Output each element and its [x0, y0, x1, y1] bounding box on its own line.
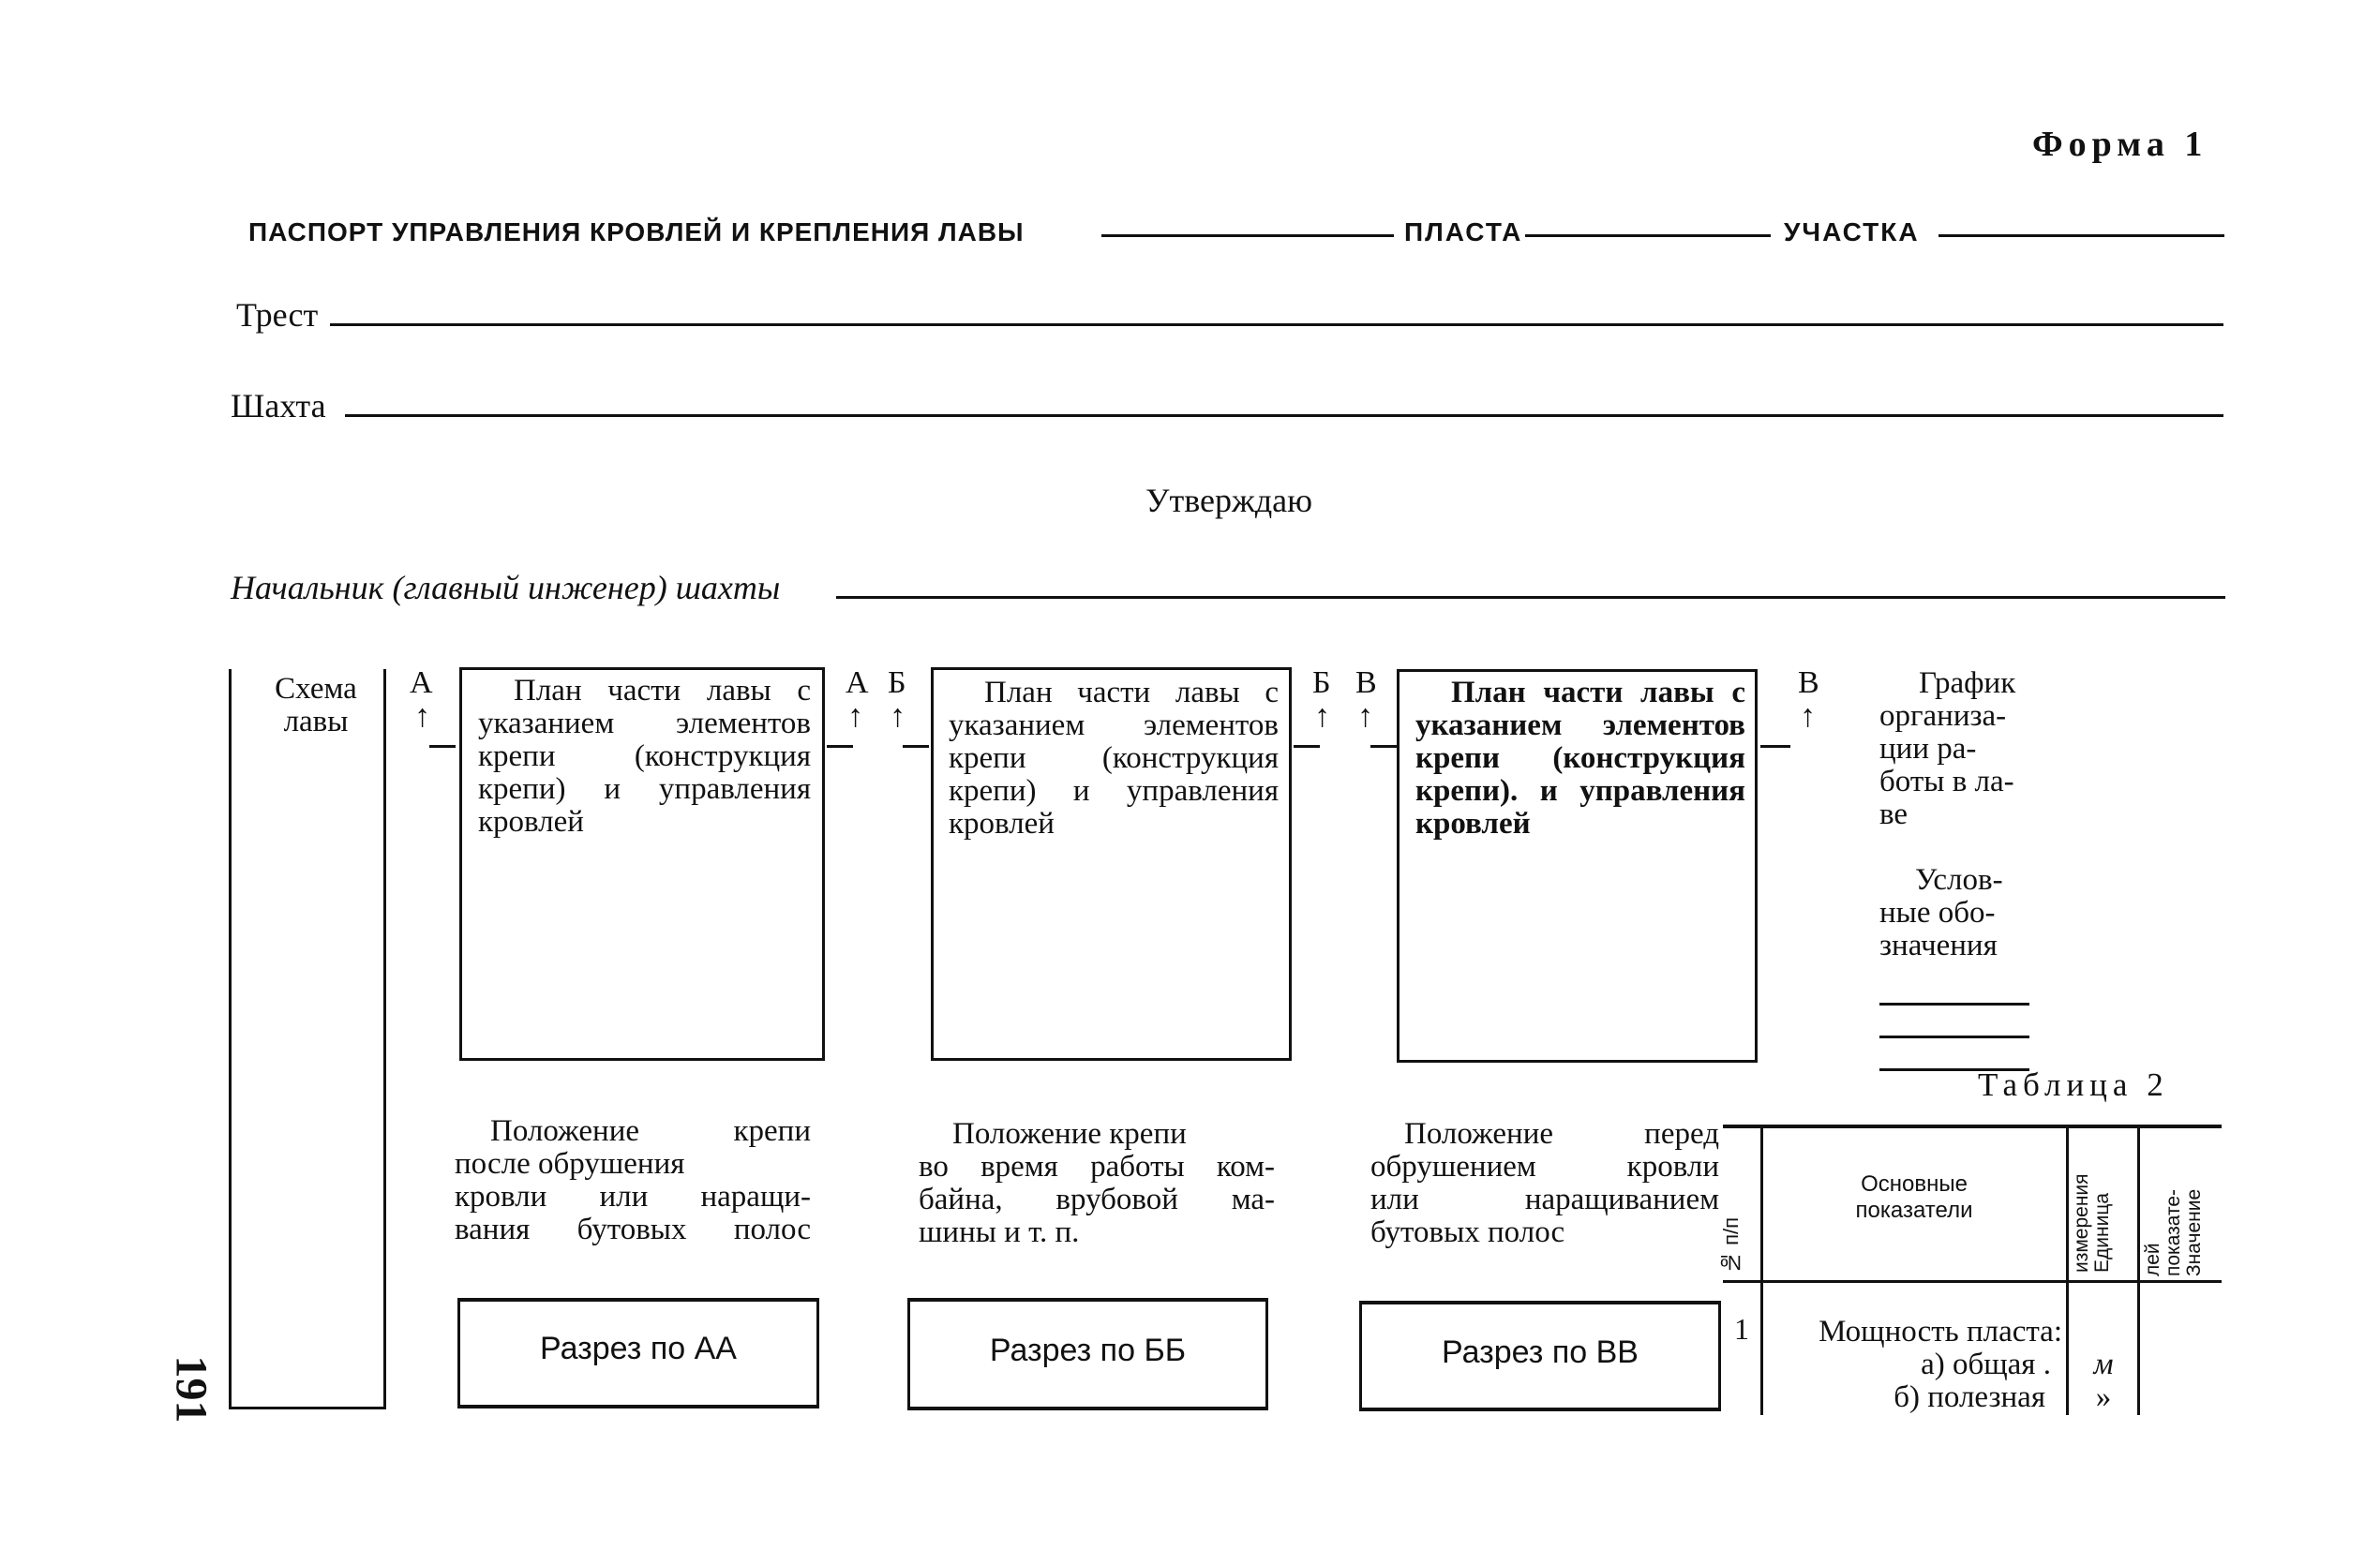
marker-underline	[1294, 745, 1320, 748]
table-header-line: Значение	[2183, 1188, 2205, 1276]
plan-text-line: План части лавы с	[984, 676, 1279, 709]
plan-text-line: крепи (конструкция	[1415, 741, 1745, 775]
plan-text-line: кровлей	[949, 807, 1055, 841]
legend-text	[1879, 864, 2029, 962]
table-col-rule	[2137, 1125, 2140, 1415]
scheme-label-line: лавы	[283, 705, 349, 738]
marker-a-right: А	[846, 665, 869, 700]
table-row-units	[2072, 1349, 2135, 1414]
section-label-bb: Разрез по ББ	[989, 1333, 1187, 1368]
schedule-line: боты в ла-	[1879, 765, 2014, 798]
uchastok-label: УЧАСТКА	[1784, 217, 1920, 246]
trest-blank-line[interactable]	[330, 323, 2223, 326]
position-line: Положение крепи	[952, 1117, 1187, 1151]
table-col-rule	[1760, 1125, 1763, 1415]
table-row-line: б) полезная	[1894, 1380, 2045, 1414]
table-header-line: лей	[2142, 1243, 2163, 1276]
plan-text-line: крепи (конструкция	[949, 741, 1279, 775]
table-header-line: показатели	[1855, 1198, 1973, 1223]
position-line: во время работы ком-	[919, 1150, 1275, 1184]
form-label: Форма 1	[2032, 125, 2208, 164]
plan-text-line: указанием элементов	[478, 707, 811, 740]
page-number: 191	[166, 1355, 217, 1423]
position-3-text	[1370, 1118, 1719, 1249]
table-col-main-header	[1764, 1171, 2064, 1224]
table-header-rule	[1723, 1280, 2222, 1283]
arrow-up-icon: ↑	[414, 699, 430, 734]
marker-underline	[827, 745, 853, 748]
schedule-text	[1879, 667, 2029, 831]
arrow-up-icon: ↑	[1314, 699, 1330, 734]
scheme-box	[229, 669, 386, 1409]
legend-line: Услов-	[1915, 863, 2003, 897]
passport-title: ПАСПОРТ УПРАВЛЕНИЯ КРОВЛЕЙ И КРЕПЛЕНИЯ ЛАВЫ	[248, 217, 1025, 246]
approve-label: Утверждаю	[1145, 482, 1313, 519]
schedule-line: ве	[1879, 797, 1908, 831]
plast-blank-line[interactable]	[1525, 234, 1771, 237]
table-header-line: измерения	[2071, 1173, 2092, 1273]
section-label-vv: Разрез по ВВ	[1442, 1334, 1639, 1370]
marker-v-right: В	[1798, 665, 1819, 700]
scheme-label	[264, 673, 367, 738]
schedule-line: организа-	[1879, 699, 2007, 733]
position-line: или наращиванием	[1370, 1183, 1719, 1216]
plan-text-line: указанием элементов	[949, 708, 1279, 742]
marker-underline	[1370, 745, 1397, 748]
position-line: кровли или наращи-	[455, 1180, 811, 1214]
arrow-up-icon: ↑	[847, 699, 863, 734]
table-col-num-header: № п/п	[1719, 1216, 1743, 1274]
chief-label: Начальник (главный инженер) шахты	[231, 569, 781, 606]
schedule-line: График	[1919, 666, 2016, 700]
marker-underline	[429, 745, 456, 748]
marker-a-left: А	[410, 665, 433, 700]
plan-text-line: кровлей	[478, 805, 584, 839]
table-col-value-header	[2143, 1136, 2205, 1276]
chief-blank-line[interactable]	[836, 596, 2225, 599]
plan-box-1-text	[478, 675, 811, 839]
legend-blank-line[interactable]	[1879, 1036, 2029, 1038]
position-line: байна, врубовой ма-	[919, 1183, 1275, 1216]
plan-box-3-text	[1415, 677, 1745, 841]
arrow-up-icon: ↑	[890, 699, 906, 734]
scheme-label-line: Схема	[275, 672, 357, 706]
uchastok-blank-line[interactable]	[1938, 234, 2224, 237]
table-unit-value: м	[2093, 1348, 2114, 1381]
marker-underline	[1760, 745, 1790, 748]
arrow-up-icon: ↑	[1357, 699, 1373, 734]
table-header-line: Единица	[2091, 1192, 2113, 1273]
plan-text-line: указанием элементов	[1415, 708, 1745, 742]
position-line: Положение крепи	[490, 1114, 811, 1148]
table-title: Таблица 2	[1978, 1066, 2169, 1103]
table-header-line: Основные	[1861, 1171, 1968, 1197]
legend-line: ные обо-	[1879, 896, 1996, 930]
plan-text-line: крепи). и управления	[1415, 774, 1745, 808]
plan-text-line: крепи (конструкция	[478, 739, 811, 773]
plan-text-line: крепи) и управления	[949, 774, 1279, 808]
section-label-aa: Разрез по АА	[540, 1331, 737, 1366]
table-row-line: а) общая .	[1921, 1348, 2051, 1381]
arrow-up-icon: ↑	[1800, 699, 1816, 734]
shakhta-label: Шахта	[231, 387, 326, 425]
schedule-line: ции ра-	[1879, 732, 1977, 766]
plan-text-line: кровлей	[1415, 807, 1531, 841]
position-line: вания бутовых полос	[455, 1213, 811, 1246]
position-line: бутовых полос	[1370, 1215, 1565, 1249]
position-line: шины и т. п.	[919, 1215, 1080, 1249]
legend-blank-line[interactable]	[1879, 1003, 2029, 1006]
marker-underline	[903, 745, 929, 748]
position-line: после обрушения	[455, 1147, 685, 1181]
table-top-rule	[1723, 1125, 2222, 1128]
marker-v-left: В	[1355, 665, 1377, 700]
table-row-number: 1	[1734, 1312, 1749, 1346]
table-row-indicators	[1772, 1316, 2062, 1414]
plan-box-2-text	[949, 677, 1279, 841]
table-unit-value: »	[2095, 1380, 2112, 1414]
plan-text-line: крепи) и управления	[478, 772, 811, 806]
position-1-text	[455, 1115, 811, 1246]
table-header-line: показате-	[2163, 1188, 2184, 1276]
marker-b-right: Б	[1312, 665, 1331, 700]
table-col-rule	[2066, 1125, 2069, 1415]
table-col-unit-header	[2072, 1132, 2113, 1273]
plan-text-line: План части лавы с	[514, 674, 811, 708]
position-2-text	[919, 1118, 1275, 1249]
marker-b-left: Б	[888, 665, 906, 700]
plan-text-line: План части лавы с	[1451, 676, 1745, 709]
trest-label: Трест	[236, 296, 319, 334]
plast-label: ПЛАСТА	[1404, 217, 1523, 246]
lava-blank-line[interactable]	[1101, 234, 1394, 237]
shakhta-blank-line[interactable]	[345, 414, 2223, 417]
table-row-line: Мощность пласта:	[1819, 1315, 2062, 1349]
position-line: Положение перед	[1404, 1117, 1719, 1151]
position-line: обрушением кровли	[1370, 1150, 1719, 1184]
legend-line: значения	[1879, 929, 1998, 962]
